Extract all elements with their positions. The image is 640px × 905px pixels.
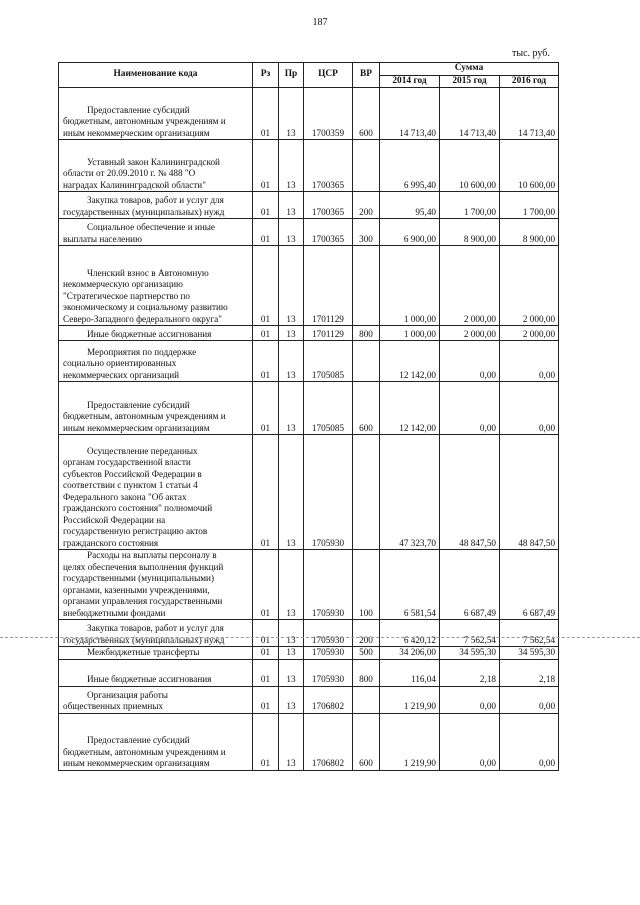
row-name-line: органам государственной власти	[63, 457, 191, 467]
row-name-line: Российской Федерации на	[63, 514, 166, 525]
row-rz: 01	[253, 550, 279, 620]
row-csr: 1705930	[304, 659, 353, 686]
row-vr	[353, 435, 380, 550]
row-value-2016: 7 562,54	[500, 620, 559, 647]
row-pr: 13	[279, 88, 304, 140]
row-value-2014: 116,04	[380, 659, 440, 686]
row-csr: 1705085	[304, 382, 353, 435]
row-value-2016: 34 595,30	[500, 647, 559, 660]
row-name-line: общественных приемных	[63, 701, 164, 711]
row-name	[59, 659, 253, 686]
row-value-2016: 0,00	[500, 341, 559, 382]
row-csr: 1700365	[304, 192, 353, 219]
row-pr: 13	[279, 341, 304, 382]
row-name-line: государственных (муниципальных) нужд	[63, 634, 225, 645]
row-rz: 01	[253, 647, 279, 660]
row-value-2014: 1 219,90	[380, 713, 440, 770]
row-value-2016: 1 700,00	[500, 192, 559, 219]
row-rz: 01	[253, 88, 279, 140]
row-vr: 800	[353, 659, 380, 686]
row-name-line: экономическому и социальному развитию	[63, 302, 228, 312]
row-vr: 500	[353, 647, 380, 660]
table-row	[59, 620, 559, 647]
row-value-2016: 2 000,00	[500, 326, 559, 341]
row-pr: 13	[279, 659, 304, 686]
row-pr: 13	[279, 686, 304, 713]
row-rz: 01	[253, 140, 279, 192]
row-pr: 13	[279, 550, 304, 620]
row-csr: 1706802	[304, 713, 353, 770]
row-pr: 13	[279, 219, 304, 246]
row-value-2016: 0,00	[500, 686, 559, 713]
row-name-line: бюджетным, автономным учреждениям и	[63, 746, 226, 757]
row-vr: 300	[353, 219, 380, 246]
row-name-line: Предоставление субсидий	[87, 735, 190, 745]
row-name-line: иным некоммерческим организациям	[63, 422, 210, 433]
row-pr: 13	[279, 620, 304, 647]
row-name	[59, 192, 253, 219]
table-row	[59, 88, 559, 140]
row-name-line: Северо-Западного федерального округа"	[63, 313, 222, 324]
row-rz: 01	[253, 382, 279, 435]
table-row	[59, 341, 559, 382]
row-value-2014: 1 000,00	[380, 246, 440, 326]
row-name-line: наградах Калининградской области"	[63, 179, 206, 190]
row-value-2015: 0,00	[440, 686, 500, 713]
row-rz: 01	[253, 326, 279, 341]
row-name-line: Мероприятия по поддержке	[87, 346, 197, 357]
row-pr: 13	[279, 326, 304, 341]
table-row	[59, 435, 559, 550]
row-name-line: Межбюджетные трансферты	[87, 647, 200, 657]
row-value-2014: 6 995,40	[380, 140, 440, 192]
row-vr: 100	[353, 550, 380, 620]
row-name-line: Федерального закона "Об актах	[63, 491, 187, 502]
row-name-line: гражданского состояния" полномочий	[63, 503, 213, 513]
row-name-line: "Стратегическое партнерство по	[63, 290, 191, 301]
row-value-2015: 48 847,50	[440, 435, 500, 550]
header-csr: ЦСР	[304, 63, 353, 88]
row-value-2015: 0,00	[440, 341, 500, 382]
row-value-2016: 2 000,00	[500, 246, 559, 326]
row-value-2015: 2 000,00	[440, 326, 500, 341]
table-row	[59, 659, 559, 686]
row-value-2016: 6 687,49	[500, 550, 559, 620]
row-value-2014: 1 219,90	[380, 686, 440, 713]
row-value-2015: 2,18	[440, 659, 500, 686]
row-value-2016: 14 713,40	[500, 88, 559, 140]
row-name-line: бюджетным, автономным учреждениям и	[63, 116, 226, 126]
row-name-line: Уставный закон Калининградской	[87, 156, 220, 167]
row-name-line: Предоставление субсидий	[87, 104, 190, 115]
row-pr: 13	[279, 435, 304, 550]
units-label: тыс. руб.	[512, 48, 550, 59]
row-rz: 01	[253, 219, 279, 246]
row-value-2014: 14 713,40	[380, 88, 440, 140]
row-value-2014: 95,40	[380, 192, 440, 219]
row-value-2015: 0,00	[440, 713, 500, 770]
table-row	[59, 246, 559, 326]
table-row	[59, 382, 559, 435]
row-value-2014: 12 142,00	[380, 341, 440, 382]
table-row	[59, 647, 559, 660]
row-name-line: внебюджетными фондами	[63, 607, 166, 618]
row-value-2015: 10 600,00	[440, 140, 500, 192]
table-row	[59, 140, 559, 192]
row-name-line: области от 20.09.2010 г. № 488 "О	[63, 168, 196, 178]
row-name	[59, 550, 253, 620]
row-name	[59, 341, 253, 382]
row-csr: 1705930	[304, 620, 353, 647]
row-value-2015: 8 900,00	[440, 219, 500, 246]
row-name	[59, 435, 253, 550]
row-name-line: соответствии с пунктом 1 статьи 4	[63, 480, 198, 490]
row-name-line: бюджетным, автономным учреждениям и	[63, 411, 226, 421]
row-value-2016: 2,18	[500, 659, 559, 686]
row-name-line: некоммерческую организацию	[63, 279, 183, 289]
table-row	[59, 219, 559, 246]
row-name-line: некоммерческих организаций	[63, 369, 180, 380]
row-value-2015: 0,00	[440, 382, 500, 435]
row-value-2016: 0,00	[500, 713, 559, 770]
header-name: Наименование кода	[59, 63, 253, 88]
row-name	[59, 326, 253, 341]
row-name-line: иным некоммерческим организациям	[63, 127, 210, 138]
row-name	[59, 219, 253, 246]
row-value-2016: 48 847,50	[500, 435, 559, 550]
row-value-2015: 34 595,30	[440, 647, 500, 660]
row-value-2014: 6 420,12	[380, 620, 440, 647]
row-vr	[353, 246, 380, 326]
row-name	[59, 620, 253, 647]
row-name-line: Членский взнос в Автономную	[87, 267, 209, 278]
row-name-line: Предоставление субсидий	[87, 399, 190, 410]
row-csr: 1705930	[304, 550, 353, 620]
row-rz: 01	[253, 192, 279, 219]
row-name-line: выплаты населению	[63, 233, 142, 244]
row-csr: 1700359	[304, 88, 353, 140]
row-value-2016: 8 900,00	[500, 219, 559, 246]
header-vr: ВР	[353, 63, 380, 88]
row-pr: 13	[279, 192, 304, 219]
row-name-line: гражданского состояния	[63, 537, 159, 548]
row-value-2015: 14 713,40	[440, 88, 500, 140]
row-pr: 13	[279, 382, 304, 435]
row-name	[59, 140, 253, 192]
row-csr: 1700365	[304, 219, 353, 246]
row-vr: 600	[353, 382, 380, 435]
row-name	[59, 382, 253, 435]
row-name-line: Иные бюджетные ассигнования	[87, 674, 212, 684]
row-pr: 13	[279, 713, 304, 770]
row-value-2014: 47 323,70	[380, 435, 440, 550]
table-row	[59, 192, 559, 219]
header-sum: Сумма	[380, 63, 559, 76]
table-row	[59, 686, 559, 713]
row-pr: 13	[279, 246, 304, 326]
row-csr: 1701129	[304, 326, 353, 341]
row-vr: 600	[353, 713, 380, 770]
row-value-2015: 6 687,49	[440, 550, 500, 620]
budget-table	[58, 62, 559, 771]
row-vr	[353, 341, 380, 382]
row-vr	[353, 686, 380, 713]
row-pr: 13	[279, 647, 304, 660]
row-rz: 01	[253, 620, 279, 647]
row-csr: 1705930	[304, 647, 353, 660]
row-name-line: органами, казенными учреждениями,	[63, 584, 210, 595]
row-name-line: Закупка товаров, работ и услуг для	[87, 195, 224, 205]
row-value-2014: 12 142,00	[380, 382, 440, 435]
header-year-2014: 2014 год	[380, 75, 440, 88]
row-rz: 01	[253, 246, 279, 326]
row-name-line: государственных (муниципальных) нужд	[63, 206, 225, 217]
row-name-line: Осуществление переданных	[87, 445, 198, 456]
row-name	[59, 88, 253, 140]
row-value-2016: 10 600,00	[500, 140, 559, 192]
row-name	[59, 686, 253, 713]
row-csr: 1706802	[304, 686, 353, 713]
table-row	[59, 713, 559, 770]
row-value-2015: 1 700,00	[440, 192, 500, 219]
row-value-2014: 6 900,00	[380, 219, 440, 246]
row-name-line: субъектов Российской Федерации в	[63, 468, 202, 479]
row-vr: 600	[353, 88, 380, 140]
row-pr: 13	[279, 140, 304, 192]
row-rz: 01	[253, 686, 279, 713]
row-vr: 200	[353, 192, 380, 219]
row-name-line: иным некоммерческим организациям	[63, 758, 210, 768]
row-value-2014: 1 000,00	[380, 326, 440, 341]
table-row	[59, 550, 559, 620]
row-value-2015: 2 000,00	[440, 246, 500, 326]
row-name-line: Иные бюджетные ассигнования	[87, 328, 212, 339]
fold-line	[0, 637, 640, 638]
row-vr	[353, 140, 380, 192]
row-value-2015: 7 562,54	[440, 620, 500, 647]
row-rz: 01	[253, 435, 279, 550]
row-value-2014: 34 206,00	[380, 647, 440, 660]
row-name-line: Закупка товаров, работ и услуг для	[87, 623, 224, 633]
row-name-line: органами управления государственными	[63, 596, 223, 606]
row-name-line: Социальное обеспечение и иные	[87, 222, 215, 232]
row-rz: 01	[253, 713, 279, 770]
header-pr: Пр	[279, 63, 304, 88]
header-year-2016: 2016 год	[500, 75, 559, 88]
row-name	[59, 647, 253, 660]
row-name-line: Организация работы	[87, 689, 168, 700]
row-rz: 01	[253, 341, 279, 382]
header-rz: Рз	[253, 63, 279, 88]
row-csr: 1701129	[304, 246, 353, 326]
page-number: 187	[312, 17, 328, 28]
row-name	[59, 246, 253, 326]
row-name	[59, 713, 253, 770]
row-vr: 800	[353, 326, 380, 341]
row-csr: 1705085	[304, 341, 353, 382]
table-row	[59, 326, 559, 341]
row-value-2014: 6 581,54	[380, 550, 440, 620]
row-name-line: Расходы на выплаты персоналу в	[87, 550, 217, 560]
header-year-2015: 2015 год	[440, 75, 500, 88]
row-vr: 200	[353, 620, 380, 647]
row-csr: 1700365	[304, 140, 353, 192]
row-csr: 1705930	[304, 435, 353, 550]
row-name-line: государственными (муниципальными)	[63, 573, 215, 583]
row-rz: 01	[253, 659, 279, 686]
row-name-line: целях обеспечения выполнения функций	[63, 561, 224, 572]
table-body	[59, 88, 559, 771]
row-name-line: социально ориентированных	[63, 358, 177, 368]
row-name-line: государственную регистрацию актов	[63, 526, 208, 536]
row-value-2016: 0,00	[500, 382, 559, 435]
